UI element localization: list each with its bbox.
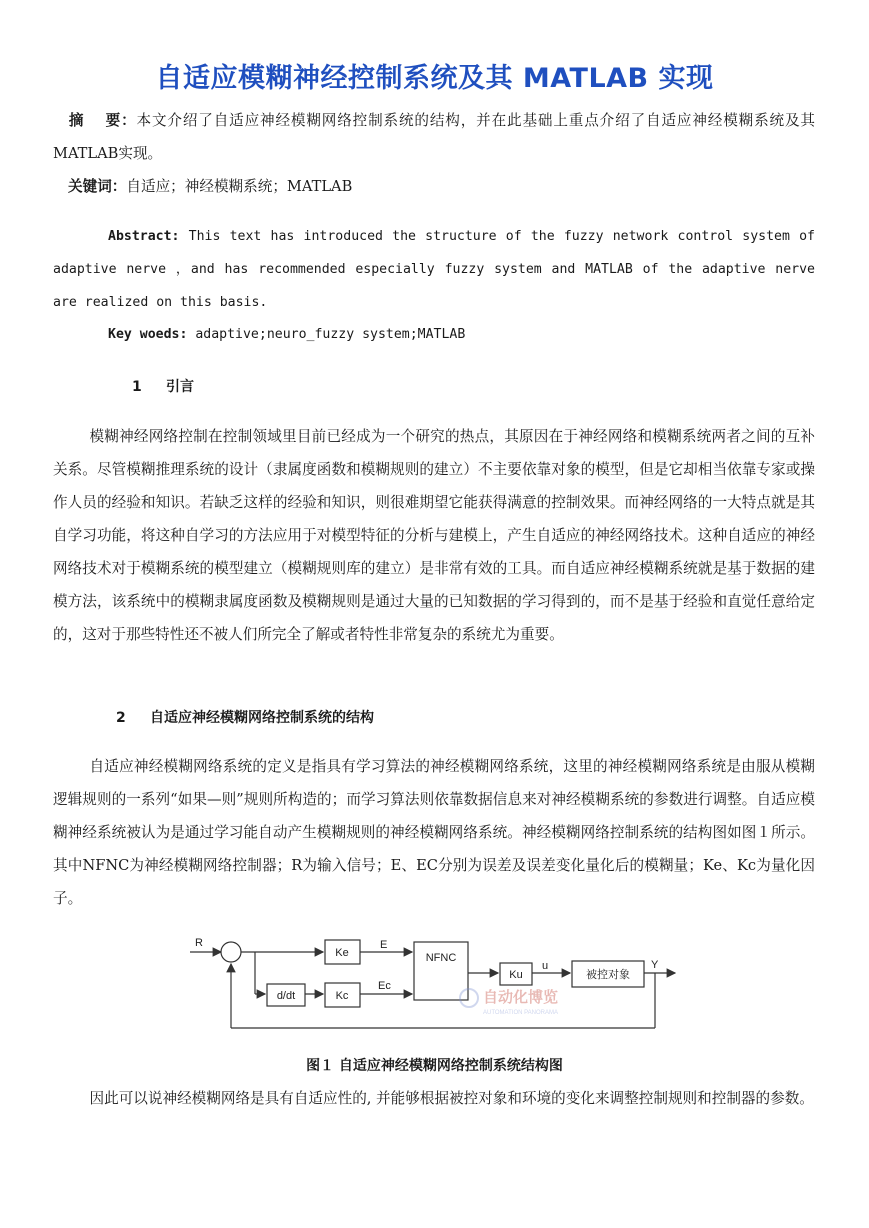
label-r: R	[195, 937, 203, 949]
section-1-body: 模糊神经网络控制在控制领域里目前已经成为一个研究的热点，其原因在于神经网络和模糊系统两者之间的互补关系。尽管模糊推理系统的设计（隶属度函数和模糊规则的建立）不主要依靠对象的模型，但是它却相当依靠专家或操作人员的经验和知识。若缺乏这样的经验和知识，则很难期望它能获得满意的控制效果。而神经网络的一大特点就是其自学习功能，将这种自学习的方法应用于对模型特征的分析与建模上，产生自适应的神经网络技术。这种自适应的神经网络技术对于模糊系统的模型建立（模糊规则库的建立）是非常有效的工具。而自适应神经模糊系统就是基于数据的建模方法，该系统中的模糊隶属度函数及模糊规则是通过大量的已知数据的学习得到的，而不是基于经验和直觉任意给定的，这对于那些特性还不被人们所完全了解或者特性非常复杂的系统尤为重要。	[53, 428, 815, 643]
nfnc-block	[414, 942, 468, 1000]
document-title: 自适应模糊神经控制系统及其 MATLAB 实现	[155, 63, 714, 94]
label-ku: Ku	[509, 969, 523, 981]
label-y: Y	[651, 959, 659, 971]
watermark-subtext: AUTOMATION PANORAMA	[483, 1010, 559, 1016]
label-u: u	[542, 960, 549, 972]
abstract-cn-label: 摘 要：	[68, 112, 137, 129]
label-ke: Ke	[335, 947, 349, 959]
closing-paragraph: 因此可以说神经模糊网络是具有自适应性的, 并能够根据被控对象和环境的变化来调整控制规则和控制器的参数。	[89, 1090, 814, 1107]
abstract-cn-text: 本文介绍了自适应神经模糊网络控制系统的结构，并在此基础上重点介绍了自适应神经模糊系统及其MATLAB实现。	[53, 112, 815, 162]
figure-caption: 图１ 自适应神经模糊网络控制系统结构图	[306, 1058, 563, 1074]
watermark	[460, 988, 558, 1016]
abstract-cn	[53, 104, 815, 170]
label-ec: Ec	[378, 980, 391, 992]
keywords-en-text: adaptive;neuro_fuzzy system;MATLAB	[195, 327, 466, 342]
section-2-body: 自适应神经模糊网络系统的定义是指具有学习算法的神经模糊网络系统，这里的神经模糊网络系统是由服从模糊逻辑规则的一系列“如果—则”规则所构造的；而学习算法则依靠数据信息来对神经模糊系统的参数进行调整。自适应模糊神经系统被认为是通过学习能自动产生模糊规则的神经模糊网络系统。神经模糊网络控制系统的结构图如图１所示。其中NFNC为神经模糊网络控制器；R为输入信号；E、EC分别为误差及误差变化量化后的模糊量；Ke、Kc为量化因子。	[53, 758, 815, 907]
summing-junction	[221, 942, 241, 962]
label-kc: Kc	[335, 990, 349, 1002]
label-ddt: d/dt	[276, 990, 296, 1002]
label-e: E	[380, 939, 388, 951]
section-1-number: 1	[132, 379, 142, 395]
keywords-en-label: Key woeds:	[108, 327, 188, 342]
section-1-heading	[132, 376, 194, 396]
abstract-en-text: This text has introduced the structure of the fuzzy network control system of adaptive nerve ，and has recommended especially fuzzy system and MATLAB of the adaptive nerve are realized on this basis.	[53, 229, 815, 310]
section-2-heading	[116, 707, 374, 727]
abstract-en	[53, 220, 815, 319]
label-plant: 被控对象	[586, 969, 630, 981]
watermark-text: 自动化博览	[483, 989, 559, 1006]
abstract-en-label: Abstract:	[108, 229, 180, 244]
keywords-cn-text: 自适应；神经模糊系统；MATLAB	[126, 178, 353, 195]
keywords-cn	[53, 170, 815, 203]
label-nfnc: NFNC	[425, 952, 457, 964]
section-2-title: 自适应神经模糊网络控制系统的结构	[150, 710, 374, 726]
section-2-number: 2	[116, 710, 126, 726]
section-1-title: 引言	[166, 379, 194, 395]
control-system-diagram	[185, 928, 680, 1038]
keywords-cn-label: 关键词：	[68, 178, 127, 195]
keywords-en	[53, 318, 815, 351]
